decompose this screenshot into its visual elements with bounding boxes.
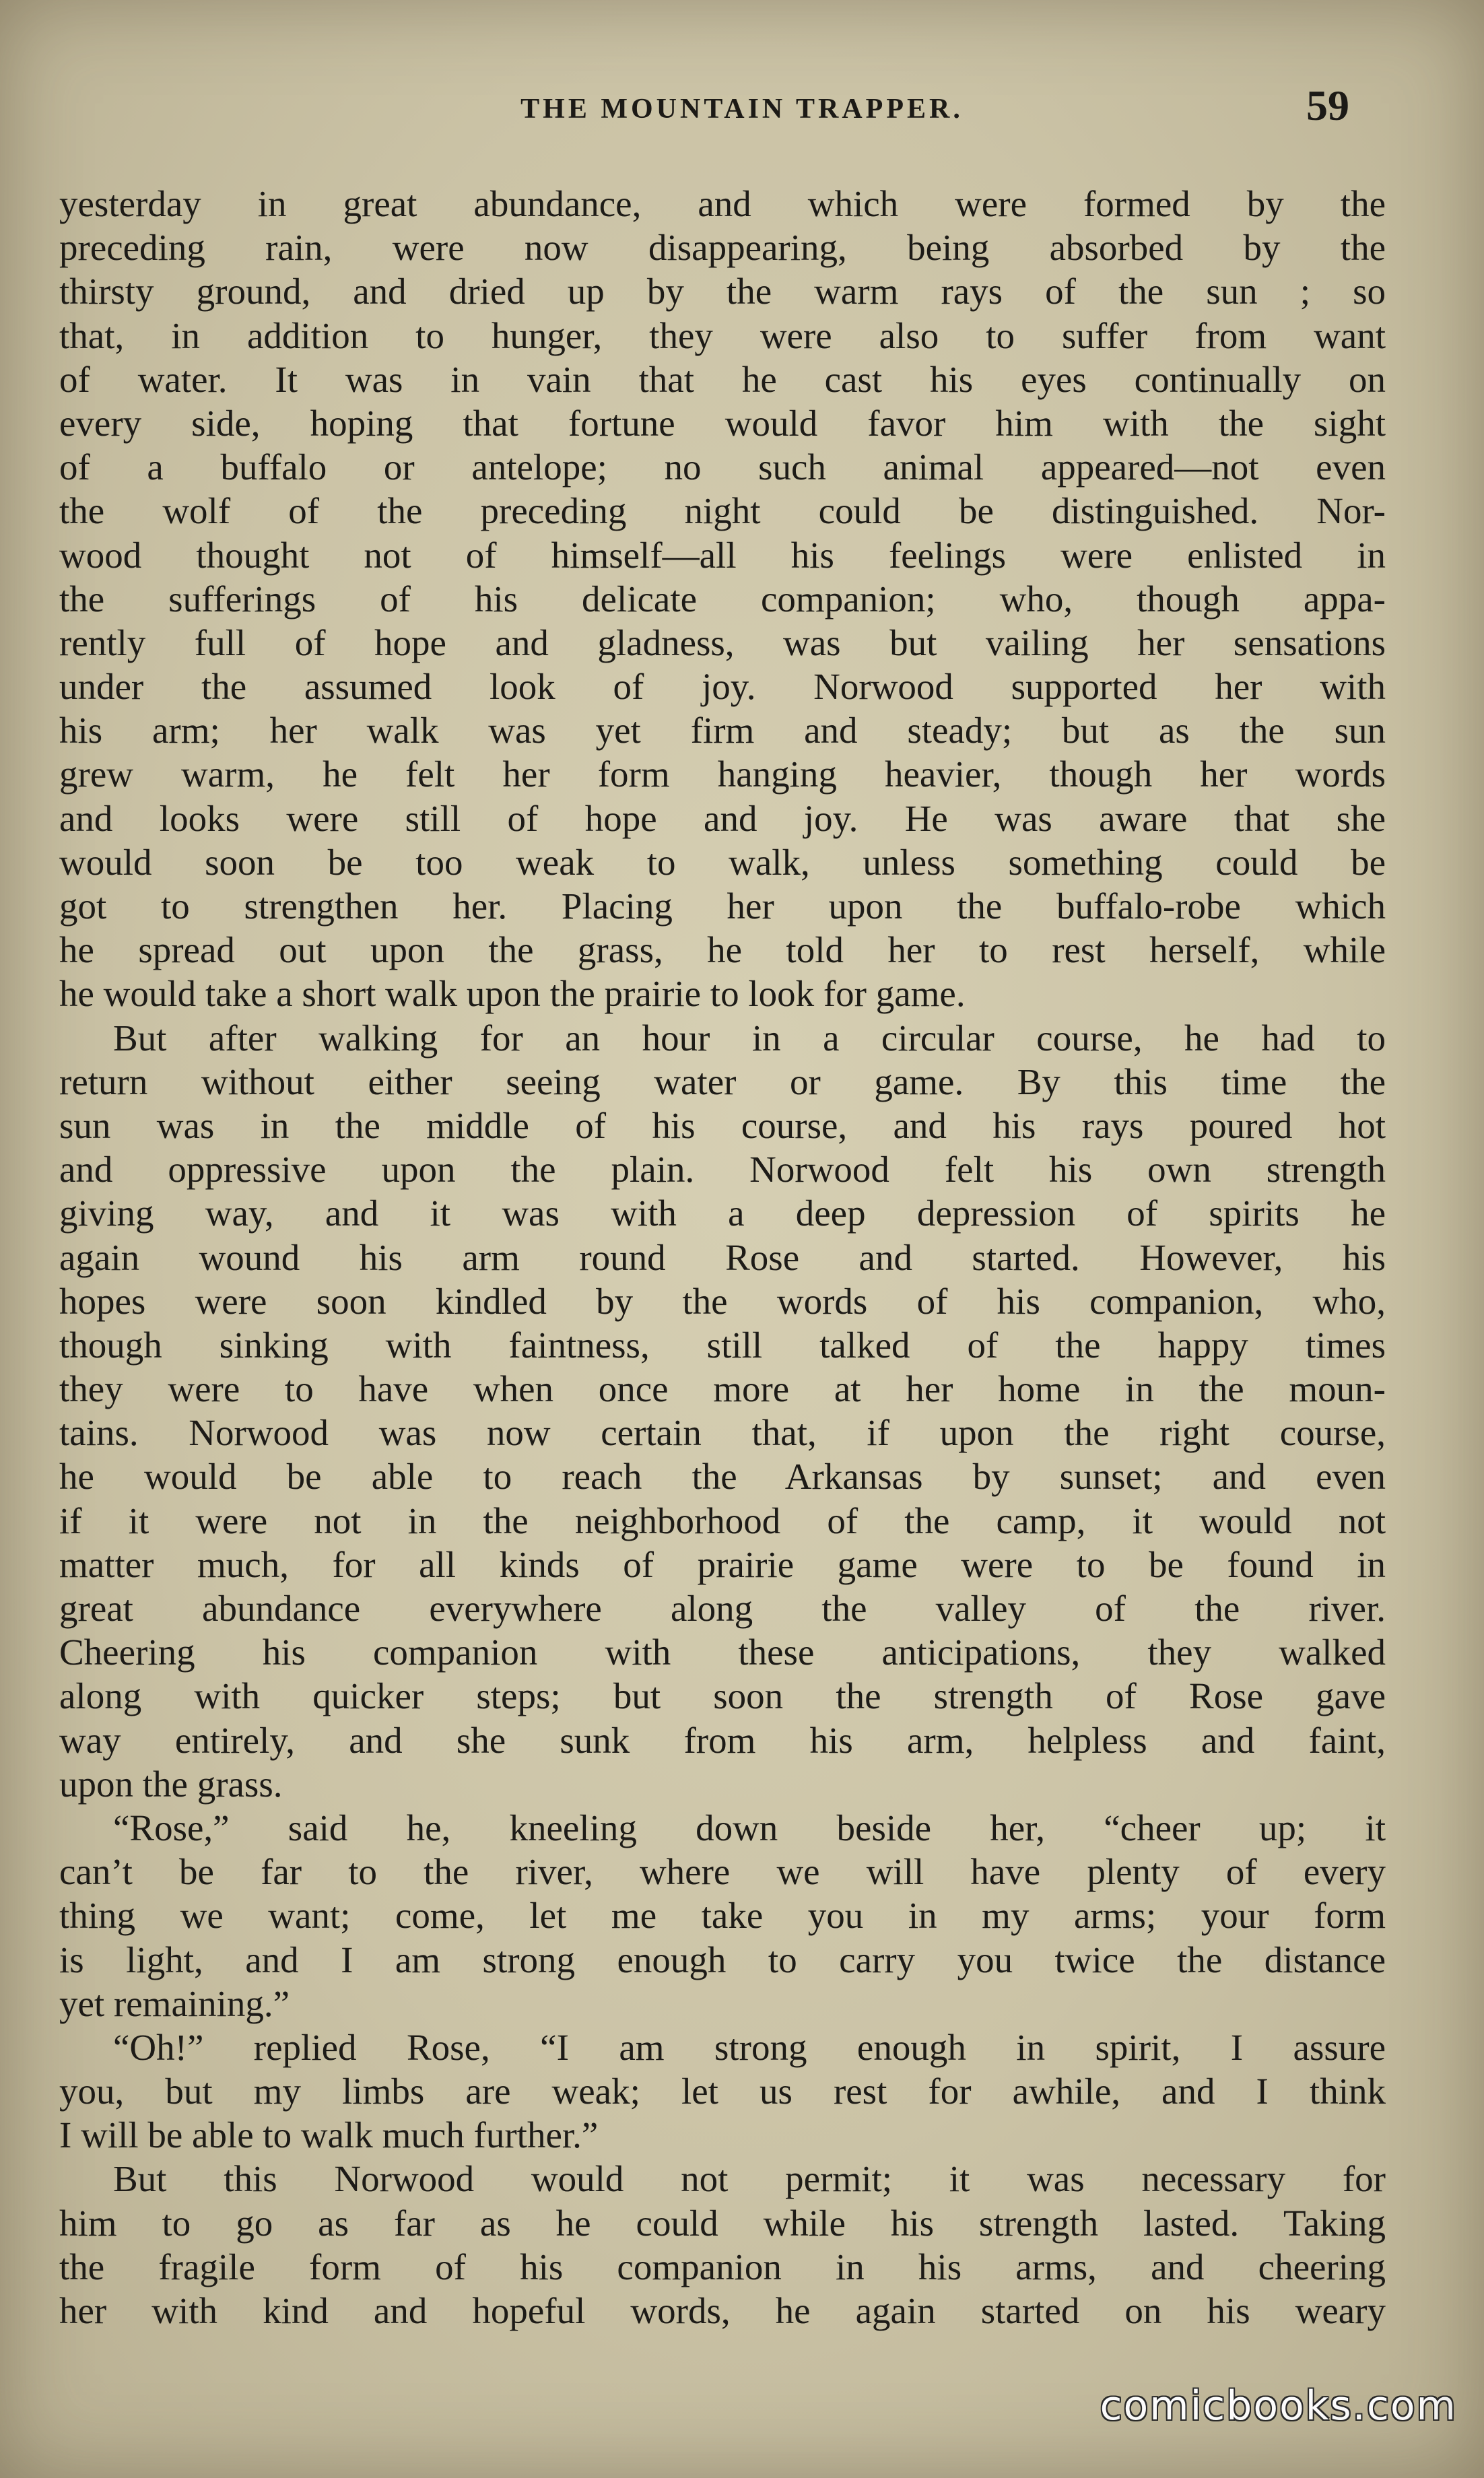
text-line: and looks were still of hope and joy. He was aware that she — [59, 797, 1386, 839]
text-line: along with quicker steps; but soon the strength of Rose gave — [59, 1675, 1386, 1717]
text-line: of water. It was in vain that he cast his eyes continually on — [59, 358, 1386, 400]
text-line: thirsty ground, and dried up by the warm rays of the sun ; so — [59, 271, 1386, 312]
text-line: the sufferings of his delicate companion; who, though appa- — [59, 578, 1386, 620]
text-line: they were to have when once more at her home in the moun- — [59, 1368, 1386, 1410]
text-line: yesterday in great abundance, and which were formed by the — [59, 183, 1386, 224]
text-line: matter much, for all kinds of prairie game were to be found in — [59, 1543, 1386, 1585]
text-line: sun was in the middle of his course, and his rays poured hot — [59, 1104, 1386, 1146]
text-line: he would be able to reach the Arkansas by sunset; and even — [59, 1456, 1386, 1498]
text-line: under the assumed look of joy. Norwood supported her with — [59, 666, 1386, 708]
text-line: preceding rain, were now disappearing, being absorbed by the — [59, 227, 1386, 269]
text-line: I will be able to walk much further.” — [59, 2114, 599, 2156]
text-line: and oppressive upon the plain. Norwood felt his own strength — [59, 1149, 1386, 1191]
text-line: him to go as far as he could while his strength lasted. Taking — [59, 2202, 1386, 2244]
page-header — [0, 81, 1484, 141]
text-line: wood thought not of himself—all his feelings were enlisted in — [59, 534, 1386, 576]
text-line: he would take a short walk upon the prairie to look for game. — [59, 973, 966, 1015]
text-line: way entirely, and she sunk from his arm, helpless and faint, — [59, 1719, 1386, 1761]
text-line: would soon be too weak to walk, unless something could be — [59, 841, 1386, 883]
watermark: comicbooks.com — [1100, 2382, 1457, 2430]
text-line: Cheering his companion with these anticipations, they walked — [59, 1632, 1386, 1673]
text-line: great abundance everywhere along the valley of the river. — [59, 1588, 1386, 1629]
text-line: of a buffalo or antelope; no such animal appeared—not even — [59, 446, 1386, 488]
text-line: is light, and I am strong enough to carry you twice the distance — [59, 1939, 1386, 1980]
text-line: her with kind and hopeful words, he again started on his weary — [59, 2290, 1386, 2331]
text-line: hopes were soon kindled by the words of his companion, who, — [59, 1280, 1386, 1322]
text-line: that, in addition to hunger, they were also to suffer from want — [59, 314, 1386, 356]
text-line: again wound his arm round Rose and started. However, his — [59, 1236, 1386, 1278]
running-head: THE MOUNTAIN TRAPPER. — [520, 94, 964, 125]
text-line: return without either seeing water or game. By this time the — [59, 1061, 1386, 1102]
text-line: thing we want; come, let me take you in my arms; your form — [59, 1895, 1386, 1937]
text-line: you, but my limbs are weak; let us rest for awhile, and I think — [59, 2071, 1386, 2112]
text-line: his arm; her walk was yet firm and steady; but as the sun — [59, 710, 1386, 751]
text-line: can’t be far to the river, where we will have plenty of every — [59, 1851, 1386, 1893]
text-line: yet remaining.” — [59, 1982, 290, 2024]
text-line: the wolf of the preceding night could be distinguished. Nor- — [59, 490, 1386, 532]
text-line: upon the grass. — [59, 1763, 283, 1805]
text-line: got to strengthen her. Placing her upon the buffalo-robe which — [59, 885, 1386, 927]
text-line: the fragile form of his companion in his arms, and cheering — [59, 2246, 1386, 2287]
text-line: though sinking with faintness, still talked of the happy times — [59, 1324, 1386, 1366]
text-line: But this Norwood would not permit; it was necessary for — [113, 2158, 1386, 2200]
text-line: “Rose,” said he, kneeling down beside her, “cheer up; it — [113, 1807, 1386, 1848]
text-line: tains. Norwood was now certain that, if upon the right course, — [59, 1412, 1386, 1454]
text-line: rently full of hope and gladness, was but vailing her sensations — [59, 622, 1386, 663]
text-line: giving way, and it was with a deep depression of spirits he — [59, 1193, 1386, 1234]
text-line: every side, hoping that fortune would favor him with the sight — [59, 402, 1386, 444]
text-line: grew warm, he felt her form hanging heavier, though her words — [59, 754, 1386, 795]
text-line: “Oh!” replied Rose, “I am strong enough in spirit, I assure — [113, 2026, 1386, 2068]
text-line: But after walking for an hour in a circular course, he had to — [113, 1017, 1386, 1059]
text-line: he spread out upon the grass, he told her to rest herself, while — [59, 929, 1386, 971]
text-line: if it were not in the neighborhood of the camp, it would not — [59, 1500, 1386, 1541]
body-text — [59, 182, 1386, 2333]
page-number: 59 — [1306, 81, 1349, 129]
